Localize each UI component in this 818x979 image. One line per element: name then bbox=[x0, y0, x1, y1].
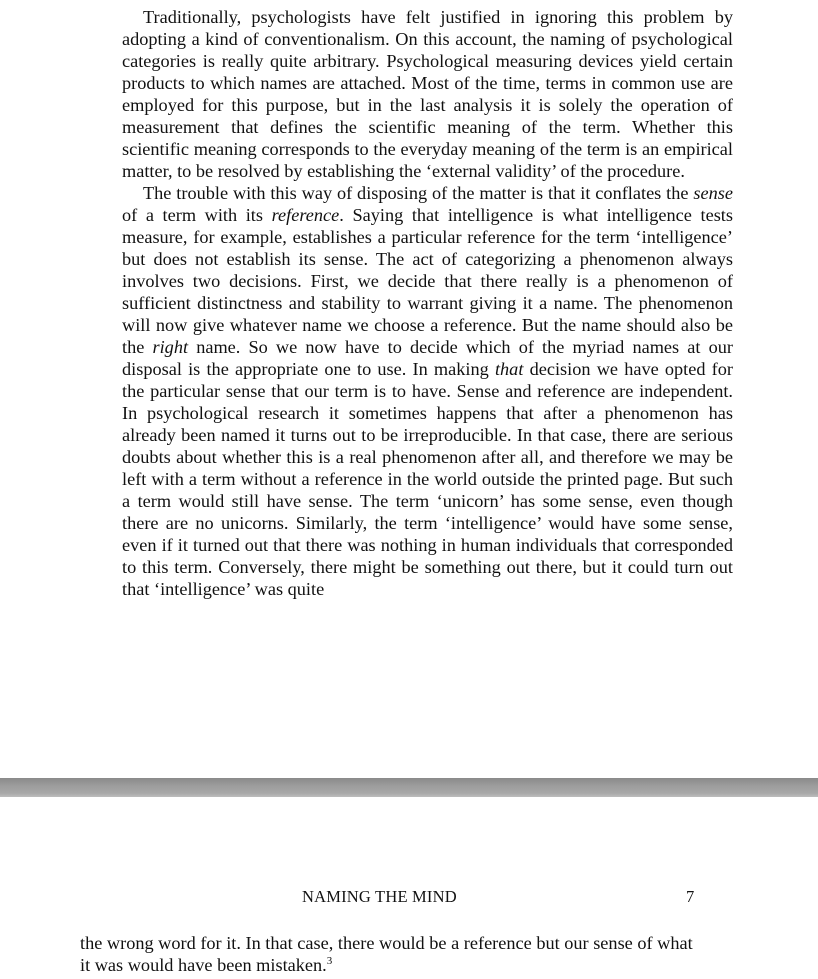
paragraph bbox=[122, 182, 733, 600]
body-text bbox=[122, 6, 733, 600]
page-lower-section bbox=[0, 797, 818, 979]
page-number: 7 bbox=[686, 887, 695, 906]
italic-term: reference bbox=[271, 205, 340, 225]
continuation-text bbox=[80, 932, 700, 976]
italic-term: sense bbox=[693, 183, 733, 203]
text-segment: Traditionally, psychologists have felt justified in ignoring this problem by adopting a kind of conventionalism. On this account, the naming of psychological categories is really quite arbitrary. Psychological measuring devices yield certain products to which names are attached. Most of the time, terms in common use are employed for this purpose, but in the last analysis it is solely the operation of measurement that defines the scientific meaning of the term. Whether this scientific meaning corresponds to the everyday meaning of the term is an empirical matter, to be resolved by establishing the ‘external validity’ of the procedure. bbox=[122, 7, 733, 181]
italic-term: that bbox=[494, 359, 524, 379]
page-separator bbox=[0, 778, 818, 797]
continuation-sentence: the wrong word for it. In that case, there would be a reference but our sense of what it was would have been mistaken. bbox=[80, 933, 693, 975]
text-segment: decision we have opted for the particular sense that our term is to have. Sense and reference are independent. In psychological research it sometimes happens that after a phenomenon has already been named it turns out to be irreproducible. In that case, there are serious doubts about whether this is a real phenomenon after all, and therefore we may be left with a term without a reference in the world outside the printed page. But such a term would still have sense. The term ‘unicorn’ has some sense, even though there are no unicorns. Similarly, the term ‘intelligence’ would have some sense, even if it turned out that there was nothing in human individuals that corresponded to this term. Conversely, there might be something out there, but it could turn out that ‘intelligence’ was quite bbox=[122, 359, 733, 599]
text-segment: name. So we now have to decide which of the myriad names at our disposal is the appropriate one to use. In making bbox=[122, 337, 734, 379]
text-segment: . Saying that intelligence is what intelligence tests measure, for example, establishes a particular reference for the term ‘intelligence’ but does not establish its sense. The act of categorizing a phenomenon always involves two decisions. First, we decide that there really is a phenomenon of sufficient distinctness and stability to warrant giving it a name. The phenomenon will now give whatever name we choose a reference. But the name should also be the bbox=[122, 205, 733, 357]
italic-term: right bbox=[152, 337, 189, 357]
text-segment: The trouble with this way of disposing of the matter is that it conflates the bbox=[143, 183, 694, 203]
running-head: NAMING THE MIND bbox=[302, 887, 457, 906]
footnote-marker: 3 bbox=[326, 954, 333, 967]
continuation-paragraph bbox=[80, 932, 700, 976]
paragraph bbox=[122, 6, 733, 182]
text-segment: of a term with its bbox=[122, 205, 272, 225]
